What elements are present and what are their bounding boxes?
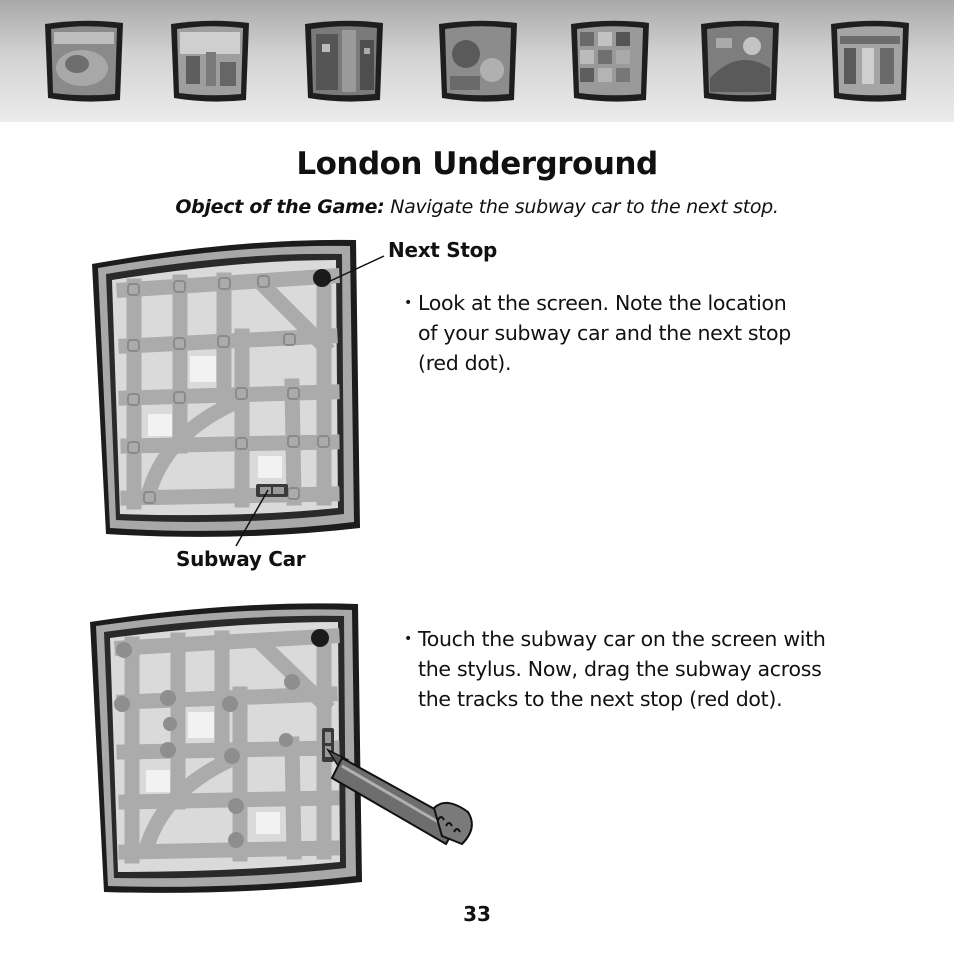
step1-line-3: (red dot). (418, 351, 512, 375)
objective-text: Navigate the subway car to the next stop. (384, 196, 779, 218)
step2-line-1: Touch the subway car on the screen with (418, 627, 826, 651)
step1-bullet (404, 288, 791, 378)
bullet-dot: • (404, 631, 412, 647)
objective-label: Object of the Game: (175, 196, 385, 218)
step2-bullet (404, 624, 826, 714)
next-stop-label: Next Stop (388, 238, 498, 262)
step1-line-1: Look at the screen. Note the location (418, 291, 787, 315)
page-number: 33 (463, 902, 491, 926)
step2-line-2: the stylus. Now, drag the subway across (418, 657, 822, 681)
subway-car-label: Subway Car (176, 547, 306, 571)
step2-line-3: the tracks to the next stop (red dot). (418, 687, 783, 711)
bullet-dot: • (404, 295, 412, 311)
next-stop-dot-2 (311, 629, 329, 647)
step1-line-2: of your subway car and the next stop (418, 321, 791, 345)
page-title: London Underground (296, 146, 658, 182)
